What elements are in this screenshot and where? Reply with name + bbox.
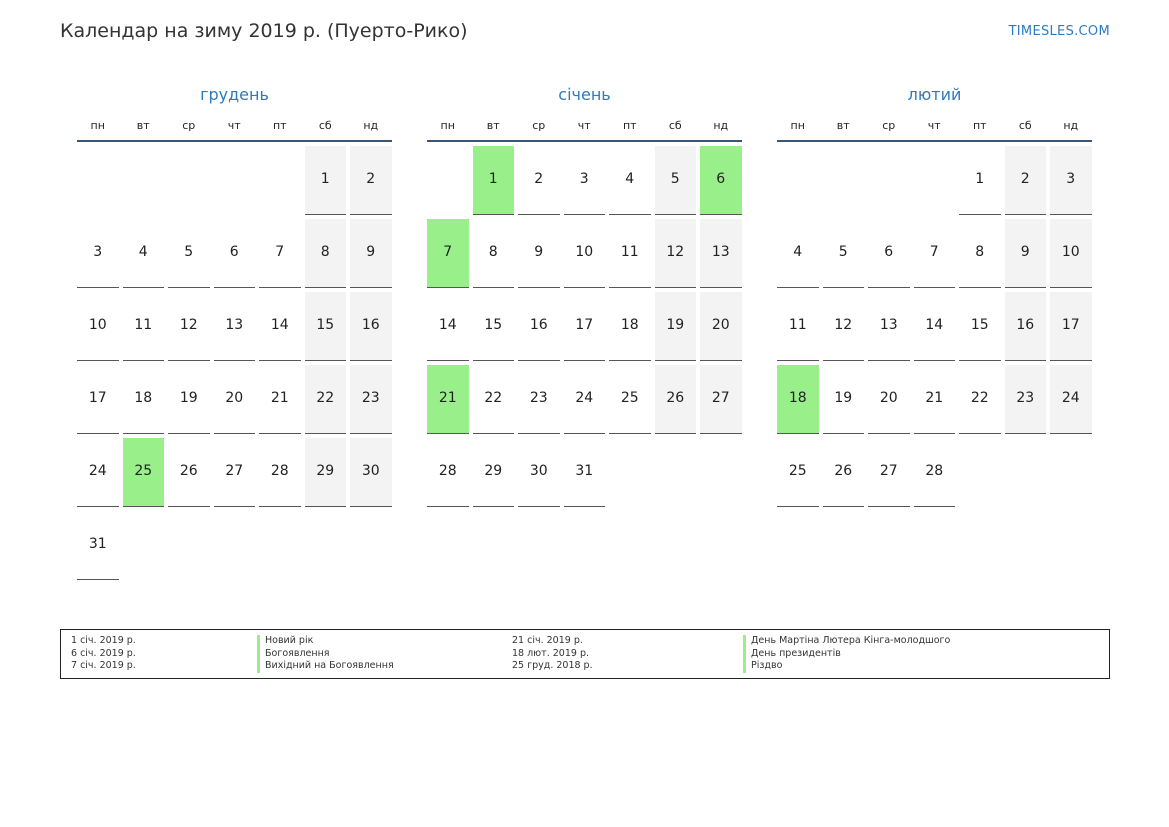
month-name: лютий [907, 85, 962, 104]
day-cell[interactable]: 21 [427, 365, 469, 434]
day-cell[interactable]: 21 [914, 365, 956, 434]
days-grid [77, 146, 392, 580]
day-cell[interactable]: 4 [777, 219, 819, 288]
day-cell[interactable]: 5 [823, 219, 865, 288]
day-cell[interactable]: 24 [77, 438, 119, 507]
day-cell[interactable]: 13 [868, 292, 910, 361]
empty-cell [123, 146, 165, 215]
weekday-header [427, 109, 742, 142]
weekday-label: пт [972, 119, 987, 132]
legend-date: 21 січ. 2019 р. [512, 635, 583, 646]
day-cell[interactable]: 6 [868, 219, 910, 288]
day-cell[interactable]: 17 [564, 292, 606, 361]
days-grid [777, 146, 1092, 507]
day-cell[interactable]: 22 [473, 365, 515, 434]
day-cell[interactable]: 23 [350, 365, 392, 434]
empty-cell [214, 146, 256, 215]
month-name: грудень [200, 85, 269, 104]
legend-dates-left [71, 635, 136, 673]
empty-cell [427, 146, 469, 215]
day-cell[interactable]: 9 [350, 219, 392, 288]
days-grid [427, 146, 742, 507]
day-cell[interactable]: 18 [777, 365, 819, 434]
month-december [77, 82, 392, 580]
month-february [777, 82, 1092, 507]
empty-cell [777, 146, 819, 215]
day-cell[interactable]: 3 [77, 219, 119, 288]
day-cell[interactable]: 19 [168, 365, 210, 434]
day-cell[interactable]: 28 [259, 438, 301, 507]
day-cell[interactable]: 11 [123, 292, 165, 361]
legend-holiday-name: День Мартіна Лютера Кінга-молодшого [743, 635, 950, 648]
weekday-label: пн [90, 119, 105, 132]
legend-holiday-name: Вихідний на Богоявлення [257, 660, 394, 673]
day-cell[interactable]: 25 [609, 365, 651, 434]
day-cell[interactable]: 8 [305, 219, 347, 288]
legend-date: 25 груд. 2018 р. [512, 660, 593, 671]
day-cell[interactable]: 12 [655, 219, 697, 288]
day-cell[interactable]: 18 [123, 365, 165, 434]
day-cell[interactable]: 26 [168, 438, 210, 507]
day-cell[interactable]: 25 [123, 438, 165, 507]
day-cell[interactable]: 5 [655, 146, 697, 215]
weekday-label: ср [182, 119, 196, 132]
day-cell[interactable]: 12 [823, 292, 865, 361]
weekday-label: нд [713, 119, 729, 132]
weekday-label: пн [440, 119, 455, 132]
weekday-label: нд [1063, 119, 1079, 132]
day-cell[interactable]: 23 [1005, 365, 1047, 434]
weekday-label: вт [486, 119, 500, 132]
empty-cell [914, 146, 956, 215]
day-cell[interactable]: 16 [350, 292, 392, 361]
day-cell[interactable]: 4 [123, 219, 165, 288]
day-cell[interactable]: 15 [473, 292, 515, 361]
day-cell[interactable]: 3 [564, 146, 606, 215]
empty-cell [168, 146, 210, 215]
day-cell[interactable]: 22 [959, 365, 1001, 434]
day-cell[interactable]: 8 [959, 219, 1001, 288]
day-cell[interactable]: 21 [259, 365, 301, 434]
day-cell[interactable]: 17 [77, 365, 119, 434]
day-cell[interactable]: 7 [259, 219, 301, 288]
weekday-label: сб [1018, 119, 1032, 132]
day-cell[interactable]: 1 [473, 146, 515, 215]
day-cell[interactable]: 7 [914, 219, 956, 288]
weekday-label: пн [790, 119, 805, 132]
empty-cell [868, 146, 910, 215]
legend-date: 6 січ. 2019 р. [71, 647, 136, 659]
month-january [427, 82, 742, 507]
day-cell[interactable]: 11 [609, 219, 651, 288]
day-cell[interactable]: 30 [350, 438, 392, 507]
day-cell[interactable]: 16 [518, 292, 560, 361]
weekday-label: пт [272, 119, 287, 132]
day-cell[interactable]: 26 [823, 438, 865, 507]
day-cell[interactable]: 28 [914, 438, 956, 507]
day-cell[interactable]: 2 [518, 146, 560, 215]
day-cell[interactable]: 27 [700, 365, 742, 434]
day-cell[interactable]: 12 [168, 292, 210, 361]
day-cell[interactable]: 28 [427, 438, 469, 507]
day-cell[interactable]: 9 [518, 219, 560, 288]
weekday-label: вт [136, 119, 150, 132]
day-cell[interactable]: 5 [168, 219, 210, 288]
day-cell[interactable]: 14 [427, 292, 469, 361]
weekday-label: сб [668, 119, 682, 132]
month-name: січень [558, 85, 611, 104]
day-cell[interactable]: 4 [609, 146, 651, 215]
legend-names-left [257, 635, 394, 673]
weekday-label: пт [622, 119, 637, 132]
day-cell[interactable]: 20 [868, 365, 910, 434]
empty-cell [823, 146, 865, 215]
empty-cell [77, 146, 119, 215]
day-cell[interactable]: 2 [350, 146, 392, 215]
weekday-label: чт [927, 119, 941, 132]
day-cell[interactable]: 7 [427, 219, 469, 288]
day-cell[interactable]: 20 [214, 365, 256, 434]
weekday-label: ср [532, 119, 546, 132]
day-cell[interactable]: 18 [609, 292, 651, 361]
weekday-header [777, 109, 1092, 142]
day-cell[interactable]: 27 [214, 438, 256, 507]
day-cell[interactable]: 14 [914, 292, 956, 361]
day-cell[interactable]: 25 [777, 438, 819, 507]
weekday-label: нд [363, 119, 379, 132]
day-cell[interactable]: 16 [1005, 292, 1047, 361]
legend-holiday-name: Новий рік [257, 635, 394, 648]
weekday-label: ср [882, 119, 896, 132]
day-cell[interactable]: 26 [655, 365, 697, 434]
weekday-label: чт [227, 119, 241, 132]
day-cell[interactable]: 24 [1050, 365, 1092, 434]
day-cell[interactable]: 6 [700, 146, 742, 215]
legend-date: 1 січ. 2019 р. [71, 635, 136, 646]
day-cell[interactable]: 19 [655, 292, 697, 361]
legend-names-right [743, 635, 950, 673]
day-cell[interactable]: 6 [214, 219, 256, 288]
legend-dates-right [512, 635, 593, 673]
day-cell[interactable]: 31 [77, 511, 119, 580]
day-cell[interactable]: 31 [564, 438, 606, 507]
day-cell[interactable]: 2 [1005, 146, 1047, 215]
day-cell[interactable]: 15 [959, 292, 1001, 361]
day-cell[interactable]: 10 [564, 219, 606, 288]
day-cell[interactable]: 23 [518, 365, 560, 434]
day-cell[interactable]: 1 [959, 146, 1001, 215]
legend-holiday-name: День президентів [743, 648, 950, 661]
day-cell[interactable]: 10 [1050, 219, 1092, 288]
day-cell[interactable]: 14 [259, 292, 301, 361]
day-cell[interactable]: 13 [214, 292, 256, 361]
day-cell[interactable]: 17 [1050, 292, 1092, 361]
legend-holiday-name: Богоявлення [257, 648, 394, 661]
weekday-label: вт [836, 119, 850, 132]
weekday-label: сб [318, 119, 332, 132]
legend-holiday-name: Різдво [743, 660, 950, 673]
day-cell[interactable]: 20 [700, 292, 742, 361]
day-cell[interactable]: 19 [823, 365, 865, 434]
day-cell[interactable]: 29 [473, 438, 515, 507]
legend-date: 18 лют. 2019 р. [512, 647, 589, 659]
day-cell[interactable]: 30 [518, 438, 560, 507]
weekday-header [77, 109, 392, 142]
day-cell[interactable]: 13 [700, 219, 742, 288]
day-cell[interactable]: 3 [1050, 146, 1092, 215]
day-cell[interactable]: 27 [868, 438, 910, 507]
day-cell[interactable]: 11 [777, 292, 819, 361]
day-cell[interactable]: 8 [473, 219, 515, 288]
day-cell[interactable]: 24 [564, 365, 606, 434]
weekday-label: чт [577, 119, 591, 132]
empty-cell [259, 146, 301, 215]
day-cell[interactable]: 22 [305, 365, 347, 434]
page-title: Календар на зиму 2019 р. (Пуерто-Рико) [60, 20, 468, 42]
day-cell[interactable]: 1 [305, 146, 347, 215]
holiday-legend [60, 629, 1110, 679]
day-cell[interactable]: 29 [305, 438, 347, 507]
brand-link[interactable]: TIMESLES.COM [1008, 24, 1110, 39]
legend-date: 7 січ. 2019 р. [71, 660, 136, 671]
day-cell[interactable]: 15 [305, 292, 347, 361]
day-cell[interactable]: 9 [1005, 219, 1047, 288]
day-cell[interactable]: 10 [77, 292, 119, 361]
